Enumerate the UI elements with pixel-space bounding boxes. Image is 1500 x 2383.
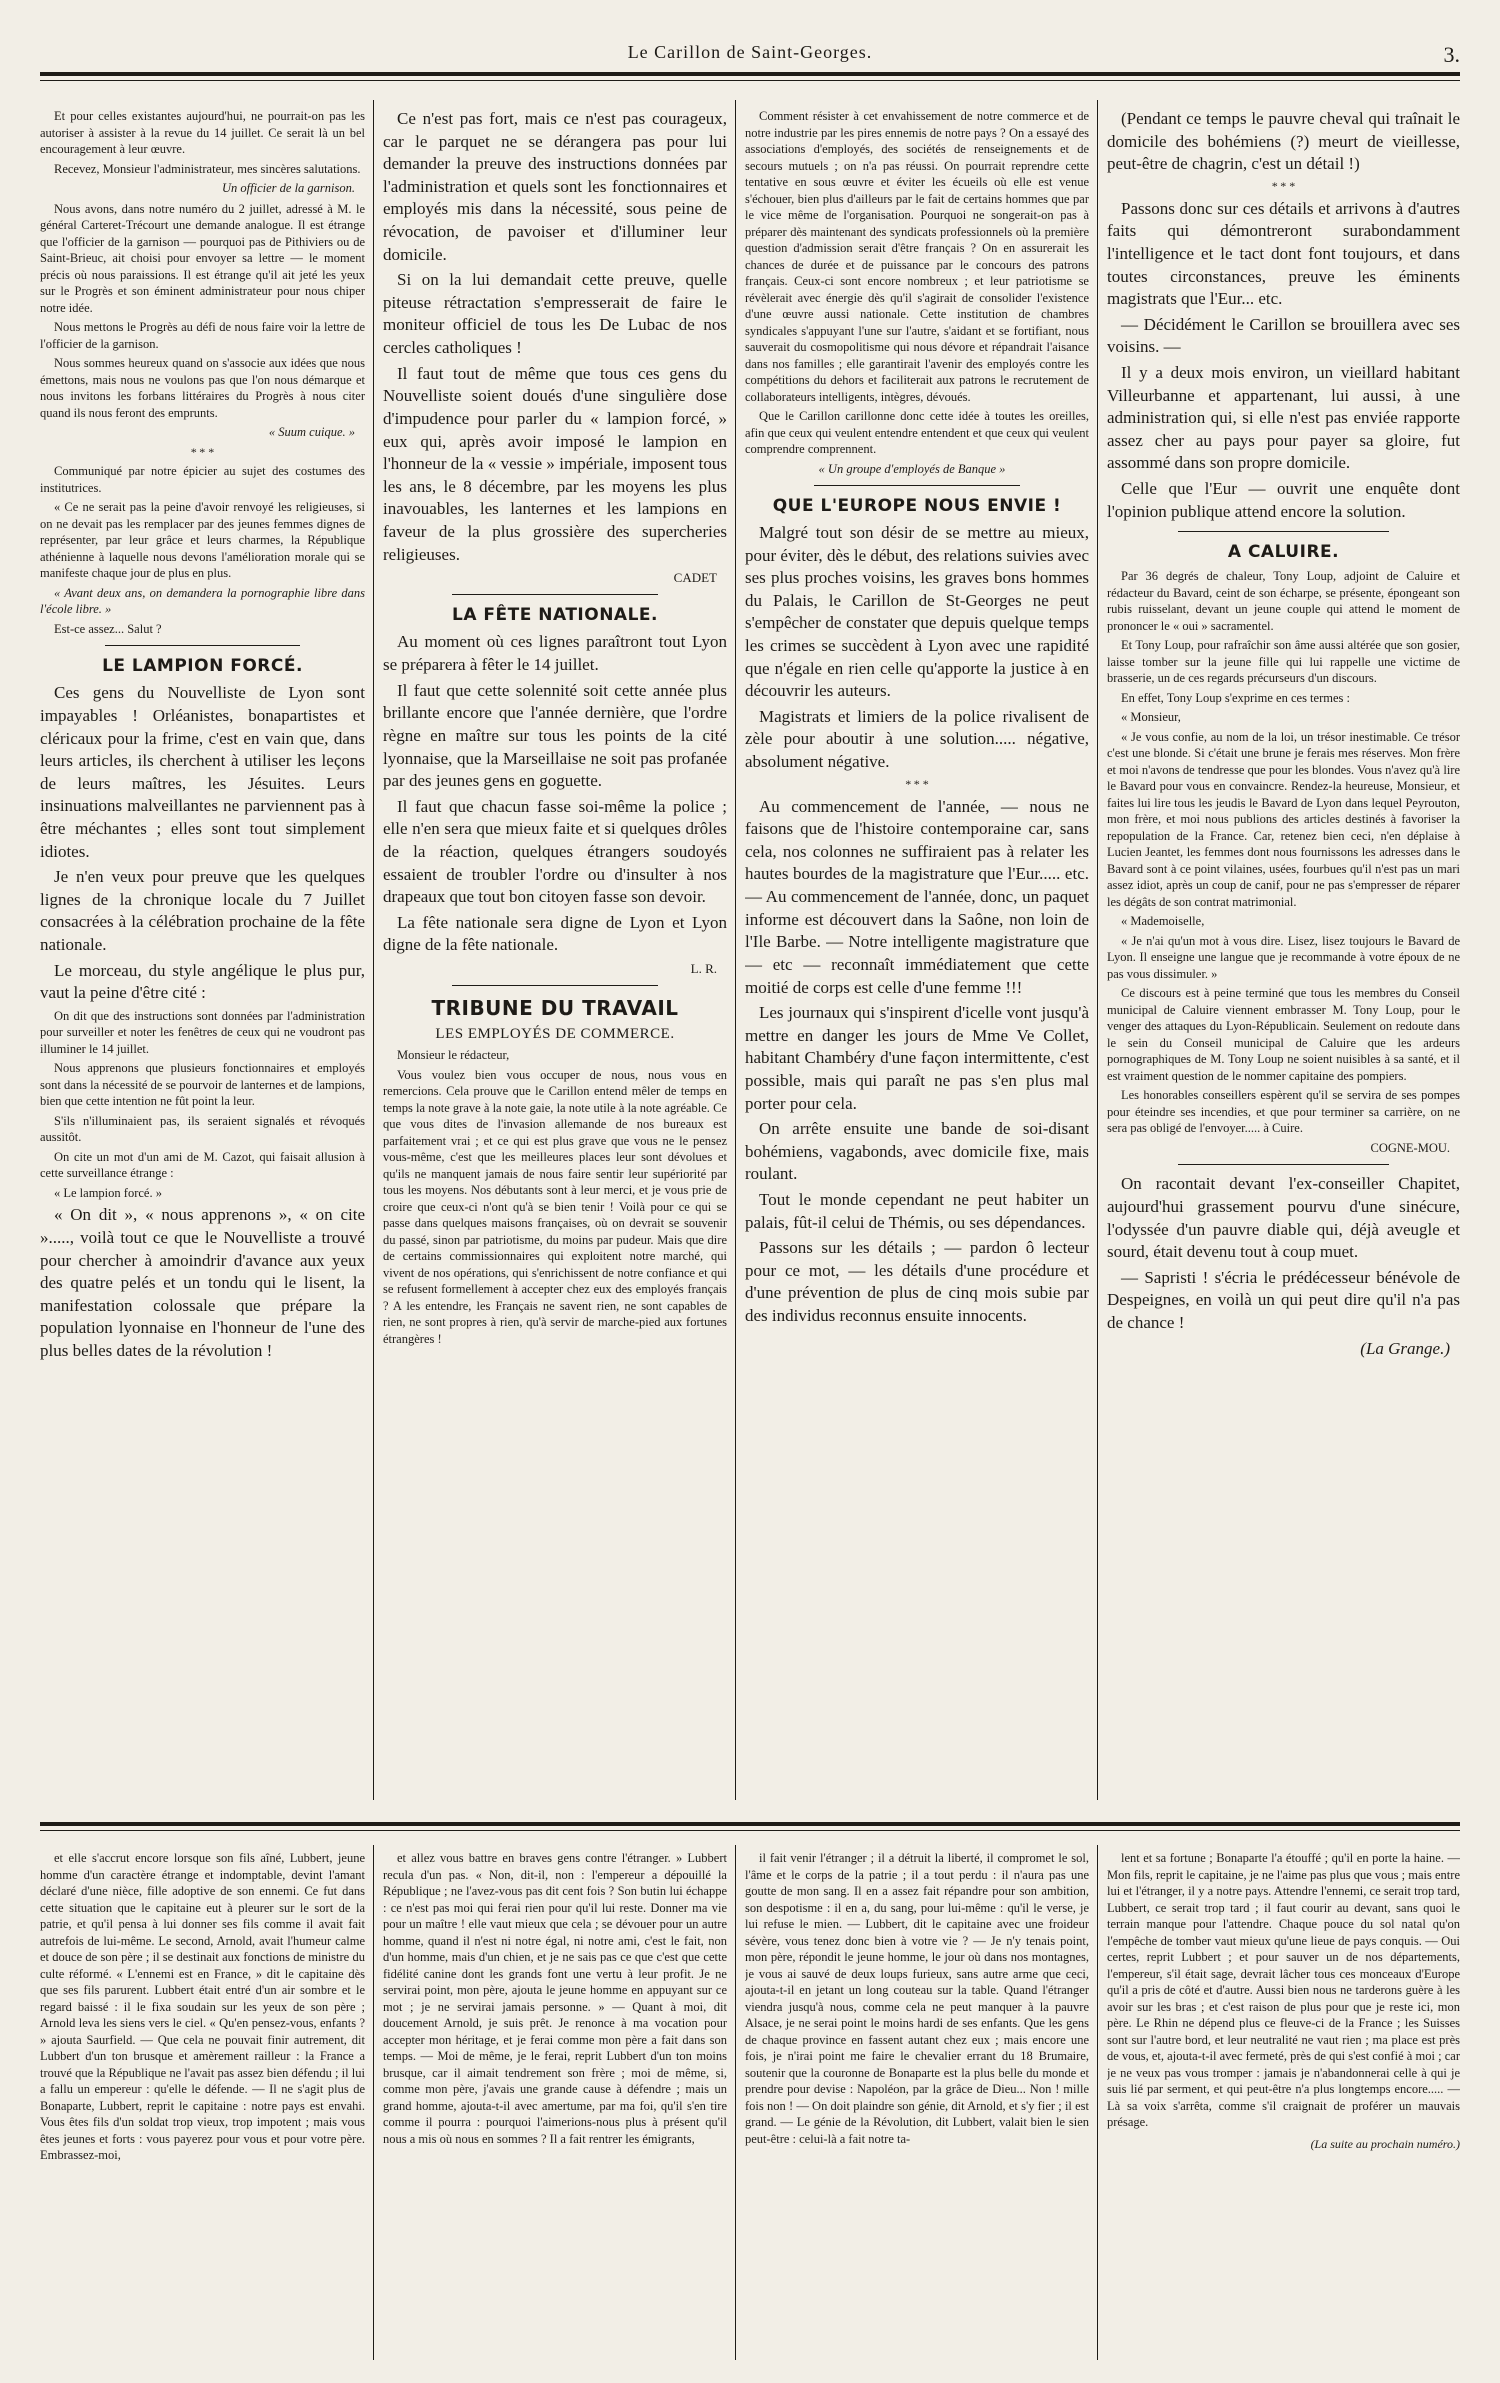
paragraph: Par 36 degrés de chaleur, Tony Loup, adjoint de Caluire et rédacteur du Bavard, ceint de son écharpe, se présente, épongeant son rubis ruisselant, devant un jeune couple qui attend le moment de prononcer le « oui » sacramentel. — [1107, 569, 1460, 633]
signature: COGNE-MOU. — [1370, 1140, 1450, 1155]
divider — [1178, 531, 1390, 532]
paragraph: (Pendant ce temps le pauvre cheval qui traînait le domicile des bohémiens (?) meurt de vieillesse, peut-être de chagrin, c'est un détail !) — [1107, 109, 1460, 174]
feuilleton-column-4 — [1107, 1850, 1460, 2360]
header-rule — [40, 72, 1460, 76]
paragraph: Si on la lui demandait cette preuve, quelle piteuse rétractation s'empresserait de faire le moniteur officiel de tous les De Lubac de nos cercles catholiques ! — [383, 270, 727, 358]
divider — [452, 594, 658, 595]
column-separator — [735, 100, 736, 1800]
paragraph: lent et sa fortune ; Bonaparte l'a étouffé ; qu'il en porte la haine. — Mon fils, reprit le capitaine, je ne l'aime pas plus que vous ; mais entre lui et l'étranger, il y a notre pays. Attendre l'ennemi, ce serait trop tard, Lubbert, ce serait trop tard ; il faut courir au devant, sans quoi le terrain manque pour l'attendre. Chaque pouce du sol natal qu'on l'empêche de tomber vaut mieux qu'une lieue de pays conquis. — Oui certes, reprit Lubbert ; et pour sauver un de nos départements, l'empereur, s'il était sage, devrait lâcher tous ces monceaux d'Europe qu'il a pris de côté et d'autre. Aussi bien nous ne tarderons guère à les avoir sur les bras ; et c'est raison de plus pour que je reste ici, mon père. Le Rhin ne dépend plus ce fleuve-ci de la France ; les Suisses sont sur l'autre bord, et leur neutralité ne vaut rien ; ma place est près de vous, et, ajouta-t-il avec fermeté, près de qui s'est confié à moi ; car je ne veux pas vous tromper : jamais je n'abandonnerai celle à qui je suis lié par serment, et qui peut-être n'a plus longtemps encore..... — Là sa voix s'arrêta, comme s'il craignait de proférer un mauvais présage. — [1107, 1851, 1460, 2129]
feuilleton-column-2 — [383, 1850, 727, 2360]
paragraph: Et pour celles existantes aujourd'hui, ne pourrait-on pas les autoriser à assister à la revue du 14 juillet. Ce serait là un bel encouragement à leur œuvre. — [40, 109, 365, 156]
paragraph: Il faut tout de même que tous ces gens du Nouvelliste soient doués d'une singulière dose d'impudence pour parler du « lampion forcé, » eux qui, après avoir imposé le lampion en l'honneur de la « vessie » impériale, imposent tous les ans, le 8 décembre, par les moyens les plus inavouables, les lanternes et les lampions en faveur de la plus grossière des supercheries religieuses. — [383, 363, 727, 564]
column-4 — [1107, 108, 1460, 1808]
article-heading: TRIBUNE DU TRAVAIL — [431, 996, 679, 1021]
divider — [105, 645, 300, 646]
paragraph: — Sapristi ! s'écria le prédécesseur bénévole de Despeignes, en voilà un qui peut dire qu'il n'a pas de chance ! — [1107, 1267, 1460, 1332]
feuilleton-rule-thin — [40, 1830, 1460, 1831]
continuation-note: (La suite au prochain numéro.) — [1310, 2136, 1460, 2151]
paragraph: Communiqué par notre épicier au sujet des costumes des institutrices. — [40, 464, 365, 495]
feuilleton-column-1 — [40, 1850, 365, 2360]
header-rule-thin — [40, 80, 1460, 81]
paragraph: « Mademoiselle, — [1121, 914, 1205, 929]
paragraph: Au moment où ces lignes paraîtront tout Lyon se préparera à fêter le 14 juillet. — [383, 632, 727, 675]
column-2 — [383, 108, 727, 1808]
page-number: 3. — [1443, 42, 1460, 67]
paragraph: et elle s'accrut encore lorsque son fils aîné, Lubbert, jeune homme d'un caractère étrange et indomptable, devint l'amant déclaré d'une nièce, fille adoptive de son ennemi. Ce fut dans cette situation que le capitaine eut à pleurer sur le sort de la patrie, et qu'il pensa à lui donner ses fils comme il avait fait autrefois de lui-même. Le second, Arnold, avait l'humeur calme et douce de son père ; il se destinait aux fonctions de ministre du culte réformé. « L'ennemi est en France, » dit le capitaine dès que ses fils parurent. Lubbert était entré d'un air sombre et le regard baissé : il le fixa soudain sur les yeux de son père ; Arnold leva les siens vers le ciel. « Qu'en pensez-vous, enfants ? » ajouta Saurfield. — Que cela ne pouvait finir autrement, dit Lubbert d'un ton brusque et amèrement railleur : la France a trouvé que la République ne l'avait pas assez bien défendu ; il lui a fallu un empereur : qu'elle le défende. — Il ne s'agit plus de Bonaparte, Lubbert, reprit le capitaine : notre pays est envahi. Vous êtes fils d'un soldat trop vieux, trop impotent ; mais vous êtes jeunes et forts : vous payerez pour vous et pour votre père. Embrassez-moi, — [40, 1851, 365, 2162]
paragraph: On dit que des instructions sont données par l'administration pour surveiller et noter les fenêtres de ceux qui ne voudront pas illuminer le 14 juillet. — [40, 1008, 365, 1056]
paragraph: « Je vous confie, au nom de la loi, un trésor inestimable. Ce trésor c'est une blonde. Si c'était une brune je ferais mes réserves. Mon frère et moi n'avons de tendresse que pour les blondes. Vous n'avez qu'à lire le Bavard pour vous en convaincre. Rendez-la heureuse, Monsieur, et faites lui lire tous les jeudis le Bavard de Lyon dans lequel Peyrouton, mon frère, et moi nous publions des articles destinés à favoriser la repopulation de la France. Car, retenez bien ceci, n'en déplaise à Lucien Jeantet, les femmes dont nous fournissons les adresses dans le Bavard sont à ce point vilaines, usées, fourbues qu'il n'est pas un mari assez idiot, après un coup de canif, pour ne pas s'empresser de réparer les dégâts de son contrat matrimonial. — [1107, 729, 1460, 909]
paragraph: Ce n'est pas fort, mais ce n'est pas courageux, car le parquet ne se dérangera pas pour lui demander la preuve des instructions données par l'administration et quels sont les fonctionnaires et employés mis dans la nécessité, sous peine de révocation, de pavoiser et d'illuminer leur domicile. — [383, 109, 727, 264]
column-separator — [373, 1845, 374, 2360]
column-1 — [40, 108, 365, 1808]
paragraph: Les honorables conseillers espèrent qu'il se servira de ses pompes pour éteindre ses incendies, et que pour terminer sa carrière, on ne sera pas obligé de l'envoyer..... à Cuire. — [1107, 1088, 1460, 1136]
paragraph: Il faut que chacun fasse soi-même la police ; elle n'en sera que mieux faite et si quelques drôles de la réaction, quelques étrangers soudoyés essaient de troubler l'ordre ou d'insulter à nos drapeaux que tout bon citoyen fasse son devoir. — [383, 796, 727, 907]
paragraph: et allez vous battre en braves gens contre l'étranger. » Lubbert recula d'un pas. « Non, dit-il, non : l'empereur a dépouillé la République ; ne l'avez-vous pas dit cent fois ? Son butin lui échappe : ce n'est pas moi qui ferai rien pour qu'il lui reste. Donner ma vie pour un maître ! elle vaut mieux que cela ; se dévouer pour un autre homme, quand il n'est ni notre égal, ni notre ami, c'est le fait, non d'un homme, mais d'un chien, et je ne sais pas ce que c'est que cette fidélité canine dont les grands font une vertu à leur profit. Je ne servirai point, mon père, ajouta le jeune homme en appuyant sur ce mot ; je ne servirai jamais personne. » — Quant à moi, dit doucement Arnold, je suis prêt. Je renonce à ma vocation pour accepter mon héritage, et je ferai comme mon père a fait dans son temps. — Moi de même, je le ferai, reprit Lubbert d'un ton moins brusque, car il aimait tendrement son frère ; moi de même, si, comme mon père, j'avais une grande cause à défendre ; mais un grand homme, ajouta-t-il avec amertume, par ma foi, qu'il s'en tire comme il pourra : pourquoi l'aimerions-nous plus à présent qu'il nous a mis où nous en sommes ? Il a fait rentrer les émigrants, — [383, 1851, 727, 2146]
page-header — [40, 38, 1460, 68]
paragraph: Celle que l'Eur — ouvrit une enquête dont l'opinion publique attend encore la solution. — [1107, 479, 1460, 521]
feuilleton-rule — [40, 1822, 1460, 1826]
paragraph: Je n'en veux pour preuve que les quelques lignes de la chronique locale du 7 Juillet consacrées à la célébration prochaine de la fête nationale. — [40, 867, 365, 955]
paragraph: La fête nationale sera digne de Lyon et Lyon digne de la fête nationale. — [383, 912, 727, 955]
paragraph: Monsieur le rédacteur, — [397, 1048, 510, 1063]
paragraph: Vous voulez bien vous occuper de nous, nous vous en remercions. Cela prouve que le Carillon entend mêler de temps en temps la note grave à la note gaie, la note utile à la note agréable. Ce que vous dites de l'invasion allemande de nos bureaux est parfaitement vrai ; et ce qui est plus grave que vous ne le pensez vous-même, c'est que les meilleures places leur sont dévolues et qu'ils ne manquent jamais de nous faire sentir leur supériorité par tous les moyens. Nos débutants sont à leur merci, et je vous prie de croire que ceux-ci n'ont qu'à se bien tenir ! Voilà pour ce qui se passe dans quelques maisons françaises, où on devrait se souvenir du passé, sinon par patriotisme, du moins par pudeur. Mais que dire de certains commissionnaires qui exploitent notre marché, qui vivent de nos opérations, qui s'enrichissent de notre confiance et qui se refusent formellement à accepter chez eux des employés français ? A les entendre, les Français ne savent rien, ne sont capables de rien, ne sont propres à rien, qu'à servir de marche-pied aux fortunes étrangères ! — [383, 1067, 727, 1346]
paragraph: Et Tony Loup, pour rafraîchir son âme aussi altérée que son gosier, laisse tomber sur la jeune fille qui lui rappelle une victime de brasserie, un de ces regards précurseurs d'un discours. — [1107, 638, 1460, 686]
paragraph: « On dit », « nous apprenons », « on cite »....., voilà tout ce que le Nouvelliste a trouvé pour chercher à amoindrir d'avance aux yeux des quatre pelés et un tondu qui le lisent, la manifestation colossale que prépare la population lyonnaise en l'honneur de l'une des plus belles dates de la révolution ! — [40, 1205, 365, 1361]
paragraph: Nous mettons le Progrès au défi de nous faire voir la lettre de l'officier de la garnison. — [40, 320, 365, 351]
column-3 — [745, 108, 1089, 1808]
paragraph: Que le Carillon carillonne donc cette idée à toutes les oreilles, afin que ceux qui veulent entendre entendent et que ceux qui veulent comprendre comprennent. — [745, 409, 1089, 456]
column-separator — [735, 1845, 736, 2360]
paragraph: Les journaux qui s'inspirent d'icelle vont jusqu'à mettre en danger les jours de Mme Ve Collet, habitant Chambéry d'une façon intermittente, c'est possible, mais qui paraît ne pas s'en plus mal porter pour cela. — [745, 1003, 1089, 1113]
paragraph: Passons sur les détails ; — pardon ô lecteur pour ce mot, — les détails d'une procédure et d'une prévention de plus de cinq mois subie par des individus reconnus ensuite innocents. — [745, 1238, 1089, 1326]
paragraph: « Je n'ai qu'un mot à vous dire. Lisez, lisez toujours le Bavard de Lyon. Il enseigne une langue que je recommande à votre époux de ne pas vous dissimuler. » — [1107, 933, 1460, 981]
article-heading: LA FÊTE NATIONALE. — [452, 605, 658, 626]
feuilleton-column-3 — [745, 1850, 1089, 2360]
signature: « Un groupe d'employés de Banque » — [818, 461, 1006, 476]
paragraph: Il faut que cette solennité soit cette année plus brillante encore que l'année dernière, que l'ordre règne en maître sur tous les points de la cité lyonnaise, que la Marseillaise ne soit pas profanée par des jeunes gens en goguette. — [383, 680, 727, 791]
paragraph: il fait venir l'étranger ; il a détruit la liberté, il compromet le sol, l'âme et le corps de la patrie ; il a tout perdu : il n'aura pas une goutte de mon sang. Il en a assez fait répandre pour son ambition, son despotisme : il en a, du sang, pour lui-même : qu'il le verse, je lui refuse le mien. — Lubbert, dit le capitaine avec une froideur sévère, vous tenez donc bien à votre vie ? — Je n'y tenais point, mon père, répondit le jeune homme, le jour où dans nos montagnes, je vous ai sauvé de deux loups furieux, sans autre arme que ceci, ajouta-t-il en jetant un long couteau sur la table. Quand l'étranger viendra jusqu'à nous, comme cela ne peut manquer à la pauvre Alsace, je ne serai point le moins hardi de ses enfants. Que les gens de chaque province en fassent autant chez eux ; mais encore une fois, je n'irai point me faire le chevalier errant du 18 Brumaire, soutenir que la couronne de Bonaparte est la plus belle du monde et prendre pour devise : Napoléon, par la grâce de Dieu... Non ! mille fois non ! — On doit plaindre son génie, dit Arnold, et s'y fier ; il est grand. — Le génie de la Révolution, dit Lubbert, valait bien le sien peut-être : celui-là a fait notre ta- — [745, 1851, 1089, 2146]
paragraph: « Ce ne serait pas la peine d'avoir renvoyé les religieuses, si on ne devait pas les remplacer par des jeunes femmes dignes de représenter, par leur grâce et leurs charmes, la République athénienne à laquelle nous devons l'amélioration morale qui se manifeste chaque jour de plus en plus. — [40, 500, 365, 581]
paragraph: Est-ce assez... Salut ? — [54, 621, 162, 636]
paragraph: Ce discours est à peine terminé que tous les membres du Conseil municipal de Caluire viennent embrasser M. Tony Loup, pour le venger des attaques du Lyon-Républicain. Seulement on redoute dans le sein du Conseil municipal de Caluire que les ardeurs pornographiques de M. Tony Loup ne soient nuisibles à sa santé, et il est vraiment question de le nommer capitaine des pompiers. — [1107, 986, 1460, 1083]
paragraph: Ces gens du Nouvelliste de Lyon sont impayables ! Orléanistes, bonapartistes et cléricaux pour la frime, c'est en vain que, dans leurs articles, ils cherchent à utiliser les leçons de leurs maîtres, les Jésuites. Leurs insinuations malveillantes ne parviennent pas à être méchantes ; elles sont tout simplement idiotes. — [40, 683, 365, 861]
paragraph: Malgré tout son désir de se mettre au mieux, pour éviter, dès le début, des relations suivies avec ses plus proches voisins, les graves bons hommes du Palais, le Carillon de St-Georges ne peut s'empêcher de constater que depuis quelque temps les crimes se succèdent à Lyon avec une rapidité que n'égale en rien celle qu'apporte la justice à en découvrir les auteurs. — [745, 523, 1089, 701]
paragraph: Magistrats et limiers de la police rivalisent de zèle pour aboutir à une solution..... négative, absolument négative. — [745, 706, 1089, 772]
signature: (La Grange.) — [1360, 1338, 1450, 1358]
paragraph: Au commencement de l'année, — nous ne faisons que de l'histoire contemporaine car, sans cela, nos colonnes ne suffiraient pas à relater les hautes bourdes de la magistrature que l'Eur..... etc. — Au commencement de l'année, donc, un paquet informe est découvert dans la Saône, non loin de l'Ile Barbe. — Notre intelligente magistrature que — etc — reconnaît immédiatement que cette moitié de corps est celle d'une femme !!! — [745, 796, 1089, 997]
column-separator — [373, 100, 374, 1800]
paragraph: « Le lampion forcé. » — [54, 1185, 162, 1200]
paragraph: On arrête ensuite une bande de soi-disant bohémiens, vagabonds, avec domicile fixe, mais roulant. — [745, 1119, 1089, 1184]
paragraph: — Décidément le Carillon se brouillera avec ses voisins. — — [1107, 314, 1460, 357]
paragraph: On racontait devant l'ex-conseiller Chapitet, aujourd'hui grassement pourvu d'une sinécure, l'odyssée d'un pauvre diable qui, déjà aveugle et sourd, était devenu tout à coup muet. — [1107, 1174, 1460, 1262]
paragraph: Comment résister à cet envahissement de notre commerce et de notre industrie par les pires ennemis de notre pays ? On a essayé des associations d'employés, des sociétés de renseignements et de secours mutuels ; on n'a pas réussi. On pourrait reprendre cette tentative en sous œuvre et éviter les écueils où elle est venue s'échouer, bien plus d'ailleurs par le fait de certains hommes que par le vice même de l'organisation. Pourquoi ne songerait-on pas à préparer dès maintenant des syndicats professionnels où la première question d'admission serait d'être français ? On en assurerait les chances de durée et de puissance par le concours des patrons français. Ceux-ci sont encore nombreux ; et leur patriotisme se révèlerait avec énergie dès qu'il s'agirait de consolider l'existence d'une œuvre aussi nationale. Cette institution de chambres syndicales s'appuyant l'une sur l'autre, s'aidant et se fortifiant, nous sauverait du cosmopolitisme qui nous dévore et répandrait l'aisance dans nos familles ; elle garantirait l'avenir des employés contre les compétitions du dehors et faciliterait aux patrons le recrutement de collaborateurs intelligents, intègres, dévoués. — [745, 109, 1089, 404]
paragraph: Le morceau, du style angélique le plus pur, vaut la peine d'être cité : — [40, 960, 365, 1003]
asterism: * * * — [1271, 178, 1296, 193]
paragraph: Il y a deux mois environ, un vieillard habitant Villeurbanne et appartenant, lui aussi, à une administration qui, si elle n'est pas enviée rapporte assez cher au pays pour payer sa gloire, fut assommé dans son propre domicile. — [1107, 363, 1460, 473]
paragraph: « Avant deux ans, on demandera la pornographie libre dans l'école libre. » — [40, 585, 365, 617]
paragraph: En effet, Tony Loup s'exprime en ces termes : — [1121, 690, 1350, 705]
asterism: * * * — [905, 776, 929, 791]
paragraph: Tout le monde cependant ne peut habiter un palais, fût-il celui de Thémis, ou ses dépendances. — [745, 1190, 1089, 1232]
divider — [1178, 1164, 1390, 1165]
signature: « Suum cuique. » — [268, 425, 355, 439]
article-subheading: LES EMPLOYÉS DE COMMERCE. — [435, 1026, 675, 1043]
signature: CADET — [673, 570, 717, 586]
paragraph: Passons donc sur ces détails et arrivons à d'autres faits qui démontreront surabondamment l'intelligence et le tact dont font toujours, et dans toutes circonstances, preuve les éminents magistrats que l'Eur... etc. — [1107, 198, 1460, 309]
paragraph: S'ils n'illuminaient pas, ils seraient signalés et révoqués aussitôt. — [40, 1113, 365, 1145]
paragraph: Recevez, Monsieur l'administrateur, mes sincères salutations. — [54, 161, 361, 176]
article-heading: QUE L'EUROPE NOUS ENVIE ! — [772, 496, 1062, 516]
newspaper-title: Le Carillon de Saint-Georges. — [627, 42, 873, 62]
paragraph: On cite un mot d'un ami de M. Cazot, qui faisait allusion à cette surveillance étrange : — [40, 1149, 365, 1181]
signature: Un officier de la garnison. — [222, 181, 355, 195]
article-heading: A CALUIRE. — [1227, 542, 1340, 563]
asterism: * * * — [190, 444, 215, 459]
paragraph: Nous avons, dans notre numéro du 2 juillet, adressé à M. le général Carteret-Trécourt une demande analogue. Il est étrange que l'officier de la garnison — pourquoi pas de Pithiviers ou de Saint-Brieuc, ait choisi pour envoyer sa lettre — le moment précis où nous paraissions. Il est étrange qu'il ait jeté les yeux sur le Progrès et son éminent administrateur pour nous chiper notre idée. — [40, 201, 365, 315]
paragraph: Nous apprenons que plusieurs fonctionnaires et employés sont dans la nécessité de se pourvoir de lanternes et de lampions, bien que cette intention ne fût point la leur. — [40, 1061, 365, 1109]
divider — [814, 485, 1020, 486]
column-separator — [1097, 100, 1098, 1800]
divider — [452, 985, 658, 986]
signature: L. R. — [690, 961, 717, 976]
column-separator — [1097, 1845, 1098, 2360]
article-heading: LE LAMPION FORCÉ. — [102, 656, 303, 677]
paragraph: « Monsieur, — [1121, 710, 1181, 725]
paragraph: Nous sommes heureux quand on s'associe aux idées que nous émettons, mais nous ne voulons pas que l'on nous démarque et nous invitons les forbans littéraires du Progrès à nous citer quand ils nous feront des emprunts. — [40, 356, 365, 420]
